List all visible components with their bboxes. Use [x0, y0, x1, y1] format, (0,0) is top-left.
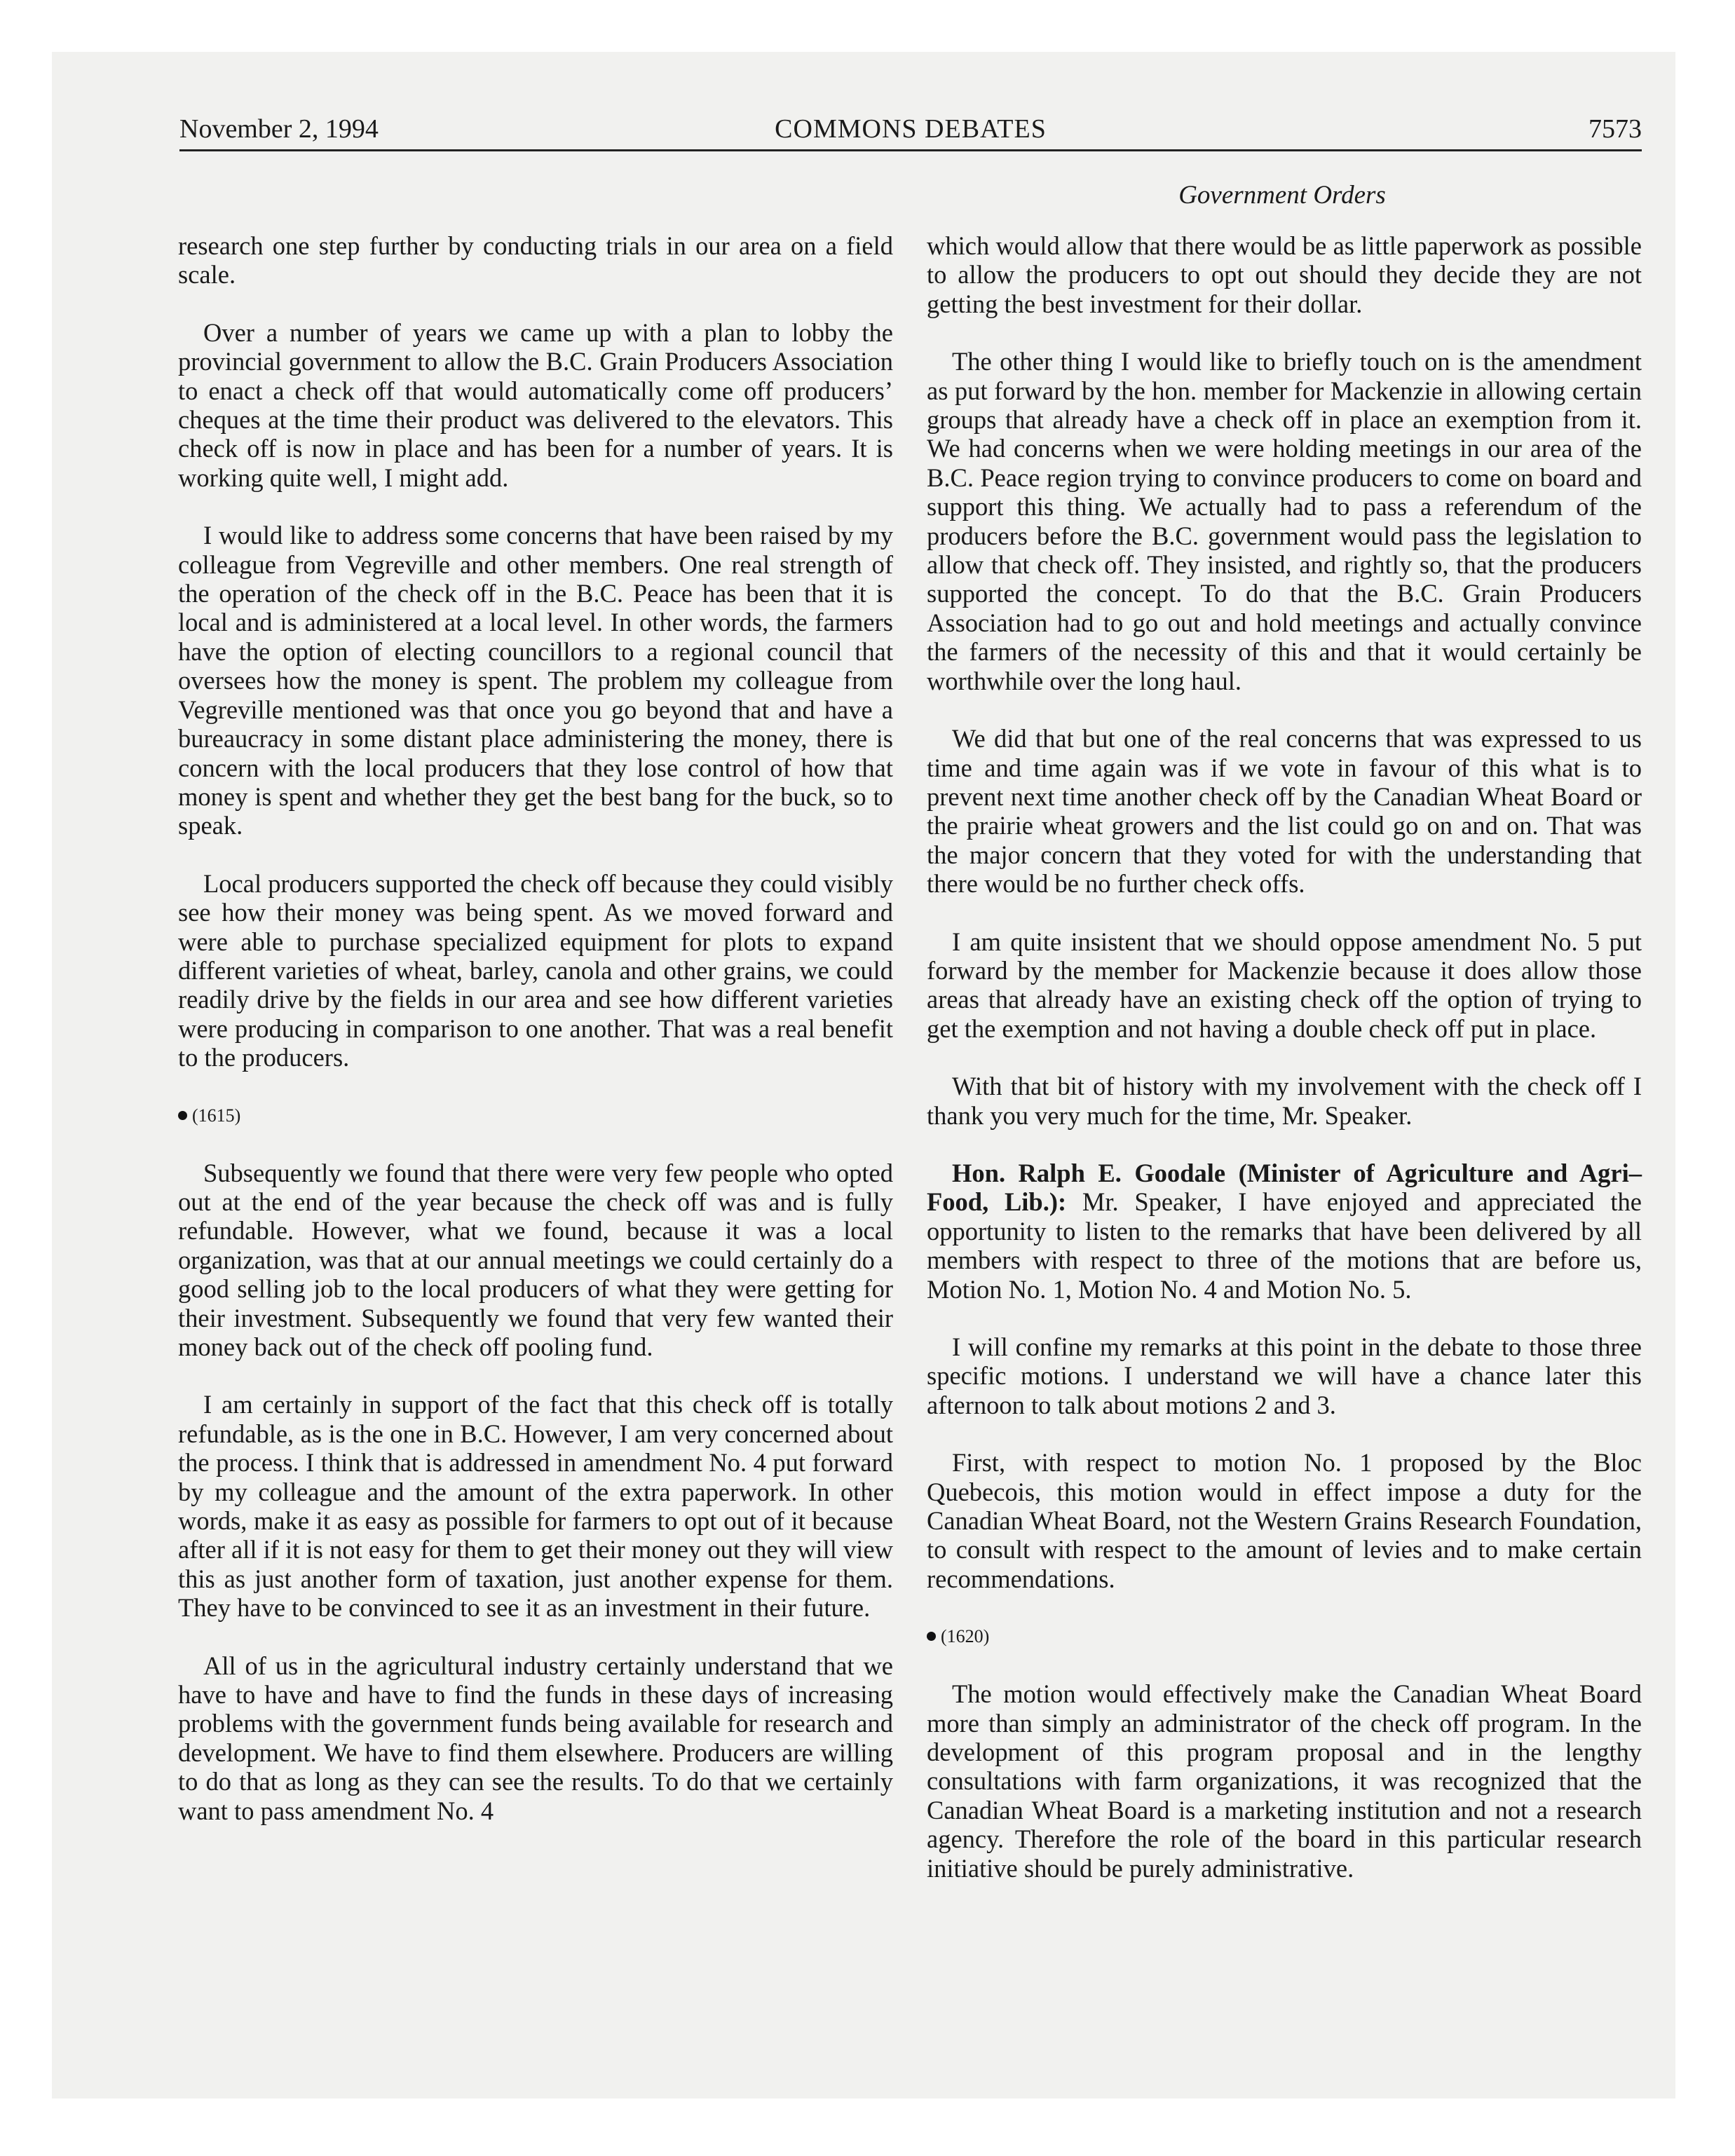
bullet-icon: [927, 1632, 936, 1641]
bullet-icon: [178, 1111, 187, 1120]
paragraph: All of us in the agricultural industry certainly understand that we have to have and have to find the funds in these days of increasing problems with the government funds being available for research and development. We have to find them elsewhere. Producers are willing to do that as long as they can see the results. To do that we certainly want to pass amendment No. 4: [178, 1651, 893, 1825]
left-column: [178, 231, 893, 1854]
time-marker: [927, 1622, 1642, 1651]
paragraph: Local producers supported the check off because they could visibly see how their money was being spent. As we moved forward and were able to purchase specialized equipment for plots to expand different varieties of wheat, barley, canola and other grains, we could readily drive by the fields in our area and see how different varieties were producing in comparison to one another. That was a real benefit to the producers.: [178, 868, 893, 1072]
header-date: November 2, 1994: [179, 114, 379, 144]
paragraph: The other thing I would like to briefly touch on is the amendment as put forward by the hon. member for Mackenzie in allowing certain groups that already have a check off in place an exemption from it. We had concerns when we were holding meetings in our area of the B.C. Peace region trying to convince producers to come on board and support this thing. We actually had to pass a referendum of the producers before the B.C. government would pass the legislation to allow that check off. They insisted, and rightly so, that the producers supported the concept. To do that the B.C. Grain Producers Association had to go out and hold meetings and actually convince the farmers of the necessity of this and that it would certainly be worthwhile over the long haul.: [927, 347, 1642, 695]
paragraph: With that bit of history with my involvement with the check off I thank you very much for the time, Mr. Speaker.: [927, 1072, 1642, 1130]
page-header: [179, 109, 1642, 149]
speaker-paragraph: [927, 1159, 1642, 1304]
paragraph: The motion would effectively make the Canadian Wheat Board more than simply an administrator of the check off program. In the development of this program proposal and in the lengthy consultations with farm organizations, it was recognized that the Canadian Wheat Board is a marketing institution and not a research agency. Therefore the role of the board in this particular research initiative should be purely administrative.: [927, 1679, 1642, 1883]
time-marker-label: (1615): [192, 1105, 241, 1126]
header-page-number: 7573: [1588, 114, 1642, 144]
time-marker: [178, 1101, 893, 1130]
section-title: Government Orders: [1178, 181, 1386, 210]
time-marker-label: (1620): [941, 1626, 990, 1647]
speaker-text: Mr. Speaker, I have enjoyed and appreciated the opportunity to listen to the remarks that have been delivered by all members with respect to three of the motions that are before us, Motion No. 1, Motion No. 4 and Motion No. 5.: [927, 1187, 1642, 1304]
paragraph: I will confine my remarks at this point in the debate to those three specific motions. I understand we will have a chance later this afternoon to talk about motions 2 and 3.: [927, 1332, 1642, 1419]
paragraph: research one step further by conducting trials in our area on a field scale.: [178, 231, 893, 289]
paragraph: I am certainly in support of the fact that this check off is totally refundable, as is the one in B.C. However, I am very concerned about the process. I think that is addressed in amendment No. 4 put forward by my colleague and the amount of the extra paperwork. In other words, make it as easy as possible for farmers to opt out of it because after all if it is not easy for them to get their money out they will view this as just another form of taxation, just another expense for them. They have to be convinced to see it as an investment in their future.: [178, 1390, 893, 1623]
speaker-name: Hon. Ralph E. Goodale (Minister of Agriculture and Agri–Food, Lib.):: [927, 1158, 1642, 1217]
paragraph: which would allow that there would be as little paperwork as possible to allow the producers to opt out should they decide they are not getting the best investment for their dollar.: [927, 231, 1642, 318]
paragraph: Subsequently we found that there were very few people who opted out at the end of the year because the check off was and is fully refundable. However, what we found, because it was a local organization, was that at our annual meetings we could certainly do a good selling job to the local producers of what they were getting for their investment. Subsequently we found that very few wanted their money back out of the check off pooling fund.: [178, 1158, 893, 1361]
right-column: [927, 231, 1642, 1911]
paragraph: I am quite insistent that we should oppose amendment No. 5 put forward by the member for Mackenzie because it does allow those areas that already have an existing check off the option of trying to get the exemption and not having a double check off put in place.: [927, 927, 1642, 1043]
paragraph: Over a number of years we came up with a plan to lobby the provincial government to allow the B.C. Grain Producers Association to enact a check off that would automatically come off producers’ cheques at the time their product was delivered to the elevators. This check off is now in place and has been for a number of years. It is working quite well, I might add.: [178, 318, 893, 492]
paragraph: We did that but one of the real concerns that was expressed to us time and time again was if we vote in favour of this what is to prevent next time another check off by the Canadian Wheat Board or the prairie wheat growers and the list could go on and on. That was the major concern that they voted for with the understanding that there would be no further check offs.: [927, 724, 1642, 899]
header-rule: [179, 149, 1642, 151]
paragraph: I would like to address some concerns that have been raised by my colleague from Vegreville and other members. One real strength of the operation of the check off in the B.C. Peace has been that it is local and is administered at a local level. In other words, the farmers have the option of electing councillors to a regional council that oversees how the money is spent. The problem my colleague from Vegreville mentioned was that once you go beyond that and have a bureaucracy in some distant place administering the money, there is concern with the local producers that they lose control of how that money is spent and whether they get the best bang for the buck, so to speak.: [178, 521, 893, 840]
header-publication: COMMONS DEBATES: [775, 114, 1047, 144]
paragraph: First, with respect to motion No. 1 proposed by the Bloc Quebecois, this motion would in effect impose a duty for the Canadian Wheat Board, not the Western Grains Research Foundation, to consult with respect to the amount of levies and to make certain recommendations.: [927, 1448, 1642, 1593]
